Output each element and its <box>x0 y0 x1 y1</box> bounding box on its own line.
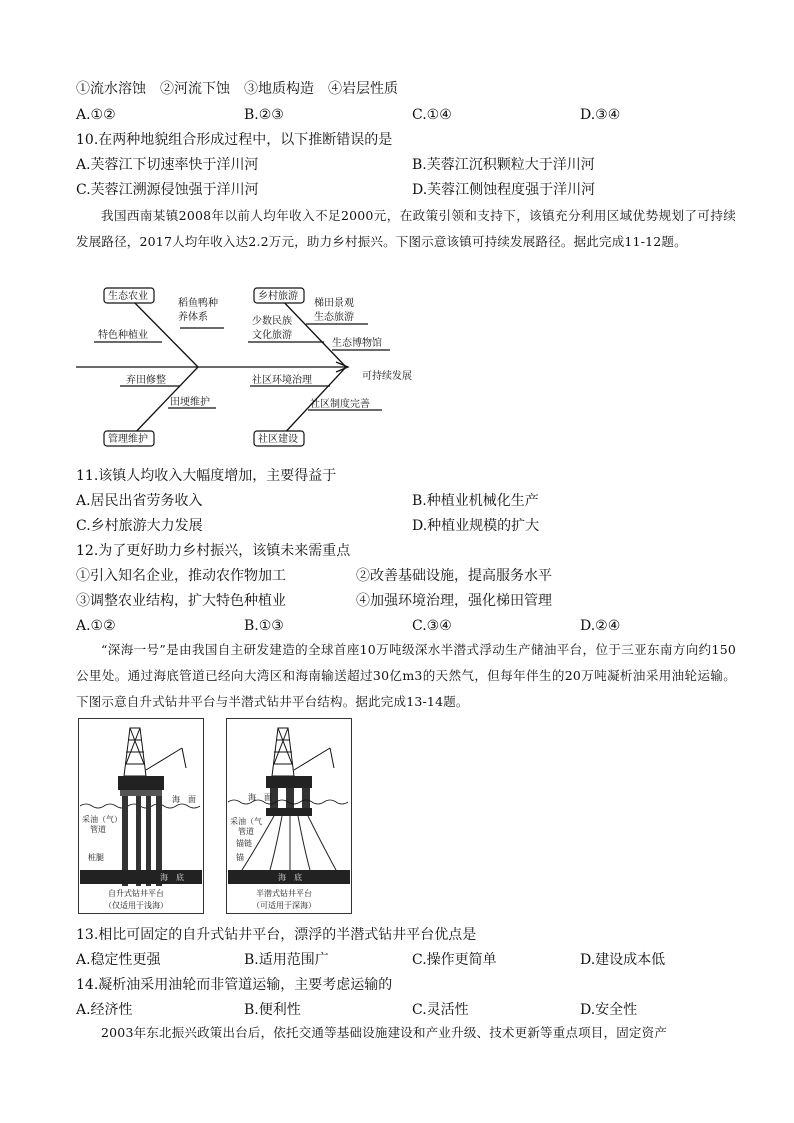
label-museum: 生态博物馆 <box>332 338 382 349</box>
p2-caption-2: （可适用于深海） <box>252 901 316 910</box>
q9-option-a: A.①② <box>76 107 116 123</box>
q11-stem: 11.该镇人均收入大幅度增加，主要得益于 <box>76 468 337 484</box>
q14-option-a: A.经济性 <box>76 1002 133 1018</box>
q14-stem: 14.凝析油采用油轮而非管道运输，主要考虑运输的 <box>76 977 393 993</box>
q13-stem: 13.相比可固定的自升式钻井平台，漂浮的半潜式钻井平台优点是 <box>76 927 477 943</box>
q13-option-d: D.建设成本低 <box>580 952 666 968</box>
q10-option-c: C.芙蓉江溯源侵蚀强于洋川河 <box>76 182 259 198</box>
q9-option-d: D.③④ <box>580 107 621 123</box>
label-minority: 少数民族 <box>252 316 292 327</box>
q14-option-d: D.安全性 <box>580 1002 638 1018</box>
q9-option-c: C.①④ <box>412 107 452 123</box>
p1-pipe-label-1: 采油（气） <box>82 815 122 824</box>
q10-option-a: A.芙蓉江下切速率快于洋川河 <box>76 157 259 173</box>
label-minority-2: 文化旅游 <box>252 330 292 341</box>
passage-13-14: “深海一号”是由我国自主研发建造的全球首座10万吨级深水半潜式浮动生产储油平台，位于三亚东南方向约150公里处。通过海底管道已经向大湾区和海南输送超过30亿m3的天然气，但每年伴生的20万吨凝析油采用油轮运输。下图示意自升式钻井平台与半潜式钻井平台结构。据此完成13-14题。 <box>76 642 736 709</box>
p1-caption-1: 自升式钻井平台 <box>108 889 164 898</box>
q14-option-c: C.灵活性 <box>412 1002 469 1018</box>
fishbone-diagram <box>70 282 440 452</box>
q12-item-1: ①引入知名企业，推动农作物加工 <box>76 568 286 584</box>
q10-option-d: D.芙蓉江侧蚀程度强于洋川河 <box>412 182 596 198</box>
q11-option-c: C.乡村旅游大力发展 <box>76 518 203 534</box>
q12-option-c: C.③④ <box>412 618 452 634</box>
q11-option-d: D.种植业规模的扩大 <box>412 518 540 534</box>
fishbone-head: 可持续发展 <box>362 371 412 382</box>
label-rice-fish: 稻鱼鸭种 <box>178 298 218 309</box>
q10-option-b: B.芙蓉江沉积颗粒大于洋川河 <box>412 157 595 173</box>
semisub-platform-figure <box>226 718 352 914</box>
box-eco-agri-label: 生态农业 <box>108 291 148 302</box>
p1-caption-2: （仅适用于浅海） <box>104 901 168 910</box>
p2-floor-label: 海 底 <box>278 873 302 882</box>
q12-option-d: D.②④ <box>580 618 621 634</box>
q9-option-b: B.②③ <box>244 107 284 123</box>
box-mgmt-label: 管理维护 <box>108 434 148 445</box>
jackup-platform-figure <box>78 718 204 914</box>
label-special-plant: 特色种植业 <box>98 330 148 341</box>
q14-option-b: B.便利性 <box>244 1002 301 1018</box>
label-abandon: 弃田修整 <box>126 375 166 386</box>
q13-option-c: C.操作更简单 <box>412 952 497 968</box>
p1-leg-label: 桩腿 <box>88 853 104 862</box>
label-rice-fish-2: 养体系 <box>178 312 208 323</box>
label-terrace-2: 生态旅游 <box>314 312 354 323</box>
p2-sea-label: 海 面 <box>248 793 272 802</box>
p1-pipe-label-2: 管道 <box>90 825 106 834</box>
label-terrace: 梯田景观 <box>314 298 354 309</box>
label-system: 社区制度完善 <box>310 399 370 410</box>
p2-chain-label: 锚链 <box>236 839 252 848</box>
q12-item-4: ④加强环境治理，强化梯田管理 <box>356 593 552 609</box>
q12-item-2: ②改善基础设施，提高服务水平 <box>356 568 552 584</box>
p1-floor-label: 海 底 <box>160 873 184 882</box>
q11-option-a: A.居民出省劳务收入 <box>76 493 203 509</box>
passage-11-12: 我国西南某镇2008年以前人均年收入不足2000元，在政策引领和支持下，该镇充分利用区域优势规划了可持续发展路径，2017人均年收入达2.2万元，助力乡村振兴。下图示意该镇可持续发展路径。据此完成11-12题。 <box>76 208 736 249</box>
box-community-label: 社区建设 <box>258 434 298 445</box>
q13-option-b: B.适用范围广 <box>244 952 329 968</box>
label-ridge: 田埂维护 <box>170 397 210 408</box>
p1-sea-label: 海 面 <box>172 795 196 804</box>
q10-stem: 10.在两种地貌组合形成过程中，以下推断错误的是 <box>76 132 393 148</box>
p2-caption-1: 半潜式钻井平台 <box>256 889 312 898</box>
box-rural-tour-label: 乡村旅游 <box>258 291 298 302</box>
p2-pipe-label-1: 采油（气 <box>230 817 262 826</box>
passage-next: 2003年东北振兴政策出台后，依托交通等基础设施建设和产业升级、技术更新等重点项目，固定资产 <box>101 1025 668 1040</box>
p2-pipe-label-2: 管道 <box>238 827 254 836</box>
q9-items: ①流水溶蚀 ②河流下蚀 ③地质构造 ④岩层性质 <box>76 81 398 97</box>
q12-option-b: B.①③ <box>244 618 284 634</box>
q12-item-3: ③调整农业结构，扩大特色种植业 <box>76 593 286 609</box>
q12-option-a: A.①② <box>76 618 116 634</box>
q13-option-a: A.稳定性更强 <box>76 952 161 968</box>
q11-option-b: B.种植业机械化生产 <box>412 493 539 509</box>
label-env: 社区环境治理 <box>252 375 312 386</box>
q12-stem: 12.为了更好助力乡村振兴，该镇未来需重点 <box>76 543 351 559</box>
p2-anchor-label: 锚 <box>236 853 244 862</box>
